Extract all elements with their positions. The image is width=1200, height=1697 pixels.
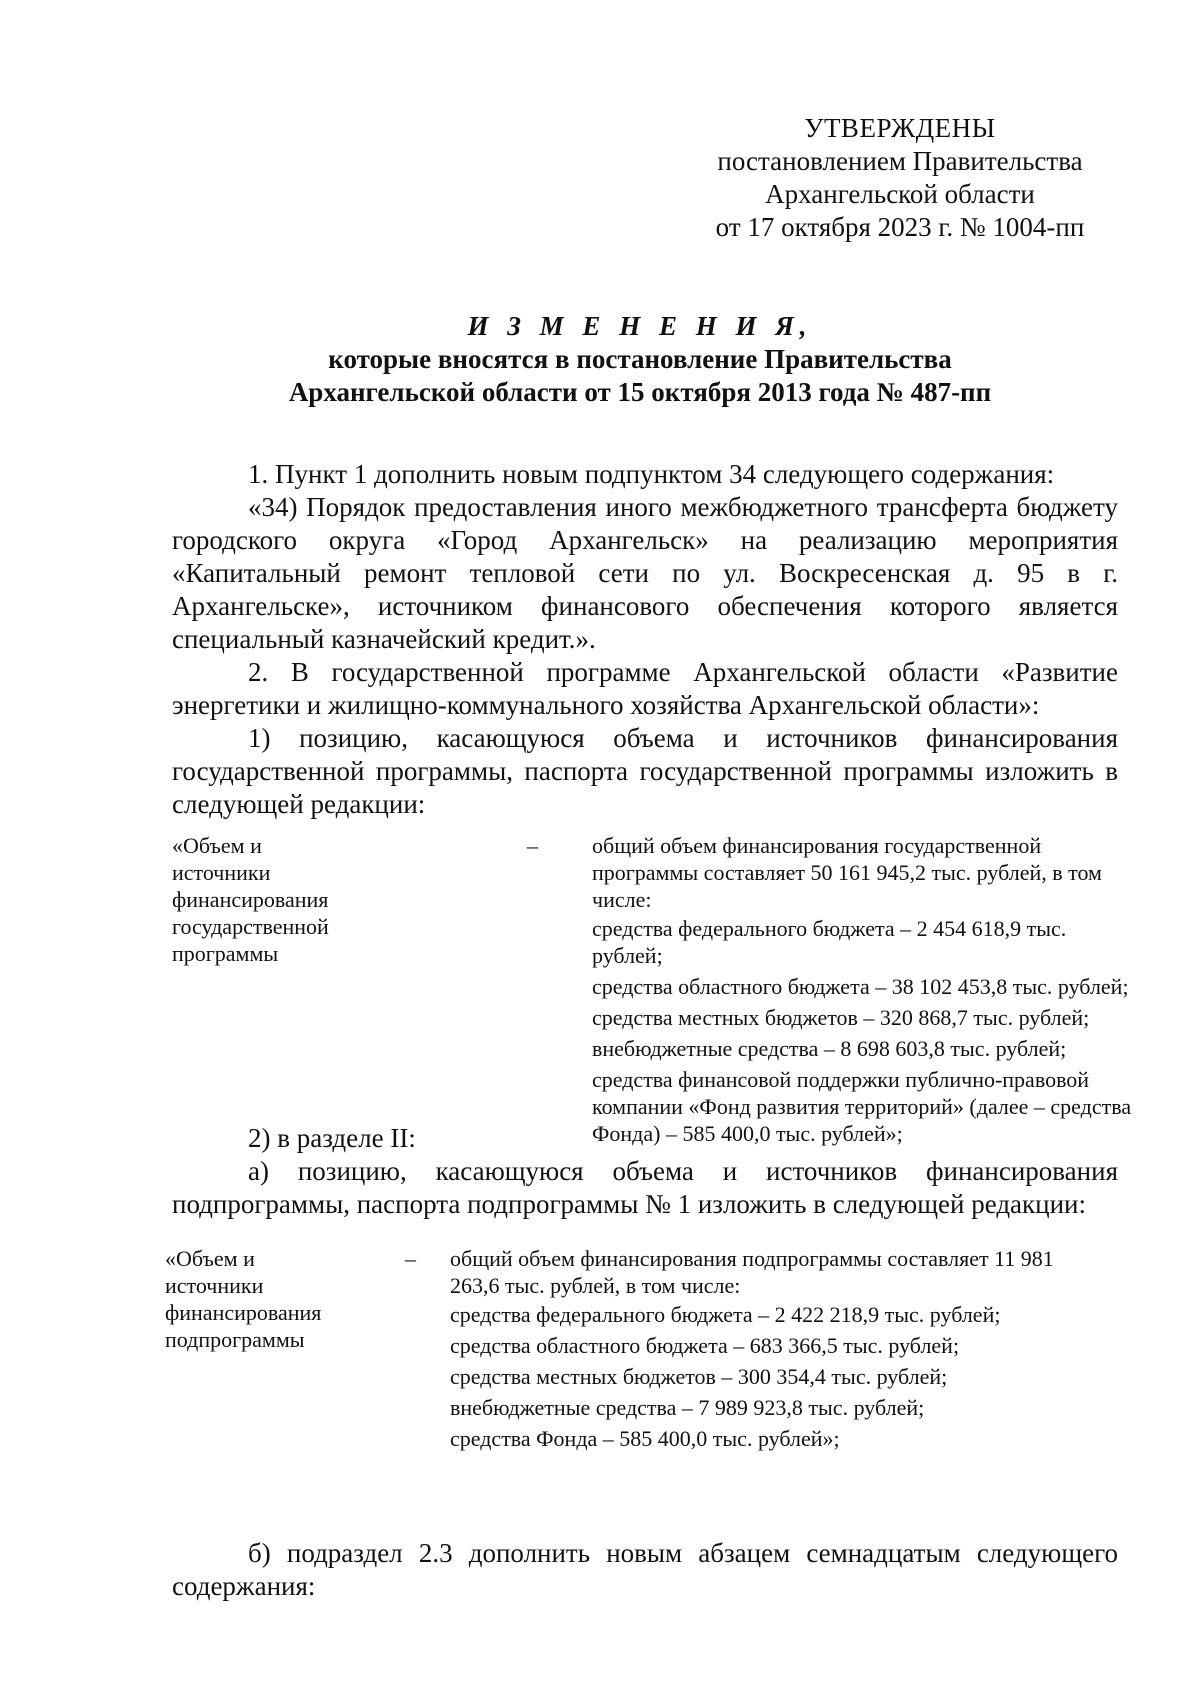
document-title bbox=[170, 310, 1110, 409]
subprogram-passport-table bbox=[165, 1245, 1115, 1465]
passport-label: «Объем и источники финансирования государственной программы bbox=[172, 833, 329, 966]
approval-heading: УТВЕРЖДЕНЫ bbox=[804, 113, 996, 143]
title-line-1: которые вносятся в постановление Правительства bbox=[328, 344, 952, 374]
paragraph-6: а) позицию, касающуюся объема и источников финансирования подпрограммы, паспорта подпрограммы № 1 изложить в следующей редакции: bbox=[172, 1156, 1118, 1219]
passport-dash: – bbox=[405, 1246, 416, 1271]
title-main: И З М Е Н Е Н И Я, bbox=[467, 311, 813, 341]
body-section-1 bbox=[172, 458, 1118, 821]
paragraph-2: «34) Порядок предоставления иного межбюджетного трансферта бюджету городского округа «Город Архангельск» на реализацию мероприятия «Капитальный ремонт тепловой сети по ул. Воскресенская д. 95 в г. Архангельске», источником финансового обеспечения которого является специальный казначейский кредит.». bbox=[172, 492, 1118, 654]
approval-line-1: постановлением Правительства bbox=[717, 146, 1083, 176]
passport-detail-row: общий объем финансирования подпрограммы составляет 11 981 263,6 тыс. рублей, в том числе: bbox=[450, 1246, 1054, 1298]
paragraph-3: 2. В государственной программе Архангельской области «Развитие энергетики и жилищно-коммунального хозяйства Архангельской области»: bbox=[172, 657, 1118, 720]
passport-detail-row: средства местных бюджетов – 320 868,7 тыс. рублей; bbox=[592, 1005, 1090, 1030]
passport-dash: – bbox=[527, 833, 538, 858]
approval-line-2: Архангельской области bbox=[765, 179, 1035, 209]
passport-detail-row: средства областного бюджета – 683 366,5 тыс. рублей; bbox=[450, 1333, 960, 1358]
approval-stamp bbox=[690, 112, 1110, 244]
passport-detail-row: средства федерального бюджета – 2 422 218,9 тыс. рублей; bbox=[450, 1302, 1001, 1327]
passport-detail-row: общий объем финансирования государственной программы составляет 50 161 945,2 тыс. рублей, в том числе: bbox=[592, 833, 1102, 912]
passport-detail-row: средства Фонда – 585 400,0 тыс. рублей»; bbox=[450, 1426, 840, 1451]
paragraph-4: 1) позицию, касающуюся объема и источников финансирования государственной программы, паспорта государственной программы изложить в следующей редакции: bbox=[172, 723, 1118, 819]
title-line-2: Архангельской области от 15 октября 2013 года № 487-пп bbox=[288, 377, 992, 407]
passport-label: «Объем и источники финансирования подпрограммы bbox=[165, 1246, 322, 1352]
paragraph-1: 1. Пункт 1 дополнить новым подпунктом 34 следующего содержания: bbox=[248, 459, 1055, 489]
paragraph-7: б) подраздел 2.3 дополнить новым абзацем семнадцатым следующего содержания: bbox=[172, 1538, 1118, 1601]
body-section-3 bbox=[172, 1537, 1118, 1603]
passport-details bbox=[450, 1245, 1080, 1456]
passport-detail-row: средства местных бюджетов – 300 354,4 тыс. рублей; bbox=[450, 1364, 948, 1389]
passport-detail-row: средства федерального бюджета – 2 454 618,9 тыс. рублей; bbox=[592, 916, 1067, 968]
passport-detail-row: внебюджетные средства – 7 989 923,8 тыс. рублей; bbox=[450, 1395, 925, 1420]
passport-detail-row: средства финансовой поддержки публично-правовой компании «Фонд развития территорий» (далее – средства Фонда) – 585 400,0 тыс. рублей»; bbox=[592, 1067, 1132, 1146]
approval-line-3: от 17 октября 2023 г. № 1004-пп bbox=[715, 212, 1085, 242]
passport-detail-row: внебюджетные средства – 8 698 603,8 тыс. рублей; bbox=[592, 1036, 1067, 1061]
passport-detail-row: средства областного бюджета – 38 102 453,8 тыс. рублей; bbox=[592, 974, 1129, 999]
body-section-2 bbox=[172, 1122, 1118, 1221]
passport-details bbox=[592, 832, 1132, 1151]
paragraph-5: 2) в разделе II: bbox=[248, 1123, 416, 1153]
